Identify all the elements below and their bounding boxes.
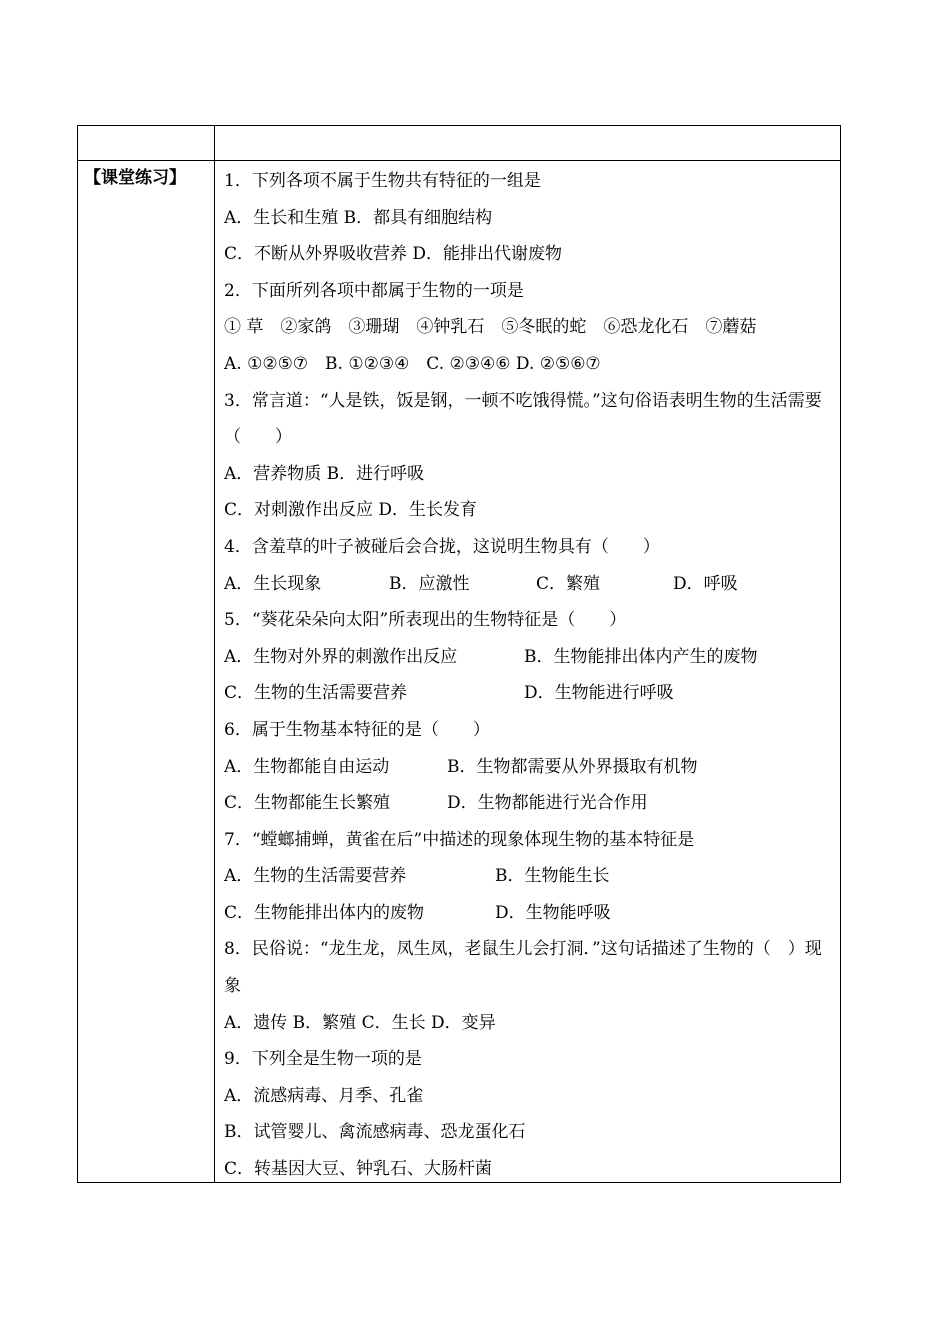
option-d: D．生物都能进行光合作用 [447,793,648,814]
question-8-stem: 8．民俗说：“龙生龙，凤生凤，老鼠生儿会打洞．”这句话描述了生物的（ ）现象 [224,939,822,997]
question-5-stem: 5．“葵花朵朵向太阳”所表现出的生物特征是（ ） [224,610,627,631]
question-4-options [224,566,836,603]
header-row-divider [78,160,840,161]
option-a: A．生物都能自由运动 [224,756,390,777]
option-d: D．生物能进行呼吸 [524,683,674,704]
option-c: C．繁殖 [536,573,601,594]
question-7-options-ab [224,858,836,895]
option-c: C．生物都能生长繁殖 [224,793,391,814]
question-9-option-a: A．流感病毒、月季、孔雀 [224,1085,424,1106]
question-6-stem: 6．属于生物基本特征的是（ ） [224,719,490,740]
question-8-options: A．遗传 B．繁殖 C．生长 D．变异 [224,1012,496,1033]
question-1-stem: 1．下列各项不属于生物共有特征的一组是 [224,171,541,191]
option-b: B．生物能排出体内产生的废物 [524,646,758,667]
option-c: C．生物的生活需要营养 [224,683,408,704]
question-9-option-c: C．转基因大豆、钟乳石、大肠杆菌 [224,1159,493,1180]
option-b: B．应激性 [389,573,470,594]
option-c: C．生物能排出体内的废物 [224,902,425,923]
section-label: 【课堂练习】 [84,168,186,188]
question-1-options-cd: C．不断从外界吸收营养 D．能排出代谢废物 [224,244,563,265]
option-d: D．呼吸 [673,573,738,594]
question-3-options-ab: A．营养物质 B．进行呼吸 [224,463,425,484]
question-9-stem: 9．下列全是生物一项的是 [224,1049,422,1070]
option-a: A．生长现象 [224,573,322,594]
question-6-options-ab [224,749,836,786]
question-7-stem: 7．“螳螂捕蝉，黄雀在后”中描述的现象体现生物的基本特征是 [224,829,695,850]
option-a: A．生物对外界的刺激作出反应 [224,646,458,667]
question-1-options-ab: A．生长和生殖 B．都具有细胞结构 [224,207,493,228]
question-4-stem: 4．含羞草的叶子被碰后会合拢，这说明生物具有（ ） [224,536,660,557]
option-d: D．生物能呼吸 [495,902,611,923]
column-divider [214,126,215,1182]
question-9-option-b: B．试管婴儿、禽流感病毒、恐龙蛋化石 [224,1122,526,1143]
question-2-options: A. ①②⑤⑦ B. ①②③④ C. ②③④⑥ D. ②⑤⑥⑦ [224,353,601,374]
question-6-options-cd [224,785,836,822]
question-2-stem: 2．下面所列各项中都属于生物的一项是 [224,280,524,301]
question-2-items: ① 草 ②家鸽 ③珊瑚 ④钟乳石 ⑤冬眠的蛇 ⑥恐龙化石 ⑦蘑菇 [224,317,757,338]
question-7-options-cd [224,895,836,932]
question-5-options-ab [224,639,836,676]
option-b: B．生物能生长 [495,866,610,887]
option-a: A．生物的生活需要营养 [224,866,407,887]
question-list [224,163,836,1188]
question-3-stem: 3．常言道：“人是铁，饭是钢，一顿不吃饿得慌。”这句俗语表明生物的生活需要（ ） [224,390,822,448]
question-3-options-cd: C．对刺激作出反应 D．生长发育 [224,500,478,521]
exercise-table [77,125,841,1183]
question-5-options-cd [224,675,836,712]
option-b: B．生物都需要从外界摄取有机物 [447,756,698,777]
